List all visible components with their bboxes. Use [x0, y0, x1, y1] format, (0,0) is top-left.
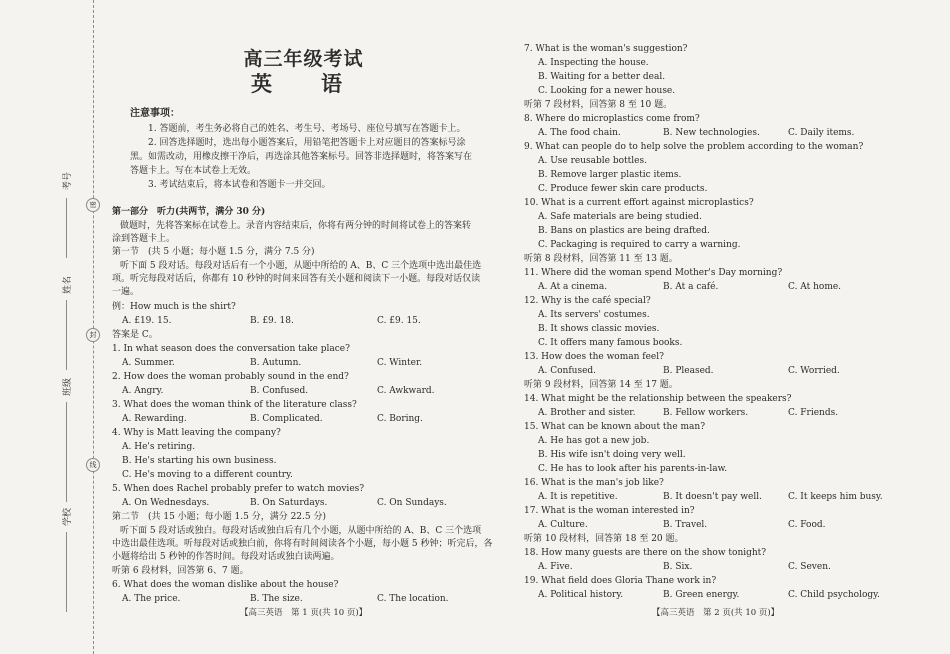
class-label: 班级	[63, 377, 73, 396]
option-b: B. Six.	[663, 562, 693, 572]
option-a: A. £19. 15.	[122, 316, 172, 326]
question-1: 1. In what season does the conversation take place?	[112, 344, 350, 354]
question-19: 19. What field does Gloria Thane work in?	[524, 576, 717, 586]
option-b: B. It doesn't pay well.	[663, 492, 762, 502]
option-b: B. Bans on plastics are being drafted.	[538, 226, 710, 236]
question-15: 15. What can be known about the man?	[524, 422, 706, 432]
name-label: 姓名	[63, 275, 73, 294]
option-c: C. Boring.	[377, 414, 423, 424]
question-17: 17. What is the woman interested in?	[524, 506, 695, 516]
option-c: C. Produce fewer skin care products.	[538, 184, 708, 194]
material-heading: 听第 9 段材料，回答第 14 至 17 题。	[524, 380, 678, 390]
option-c: C. Looking for a newer house.	[538, 86, 676, 96]
question-8: 8. Where do microplastics come from?	[524, 114, 700, 124]
question-10: 10. What is a current effort against microplastics?	[524, 198, 754, 208]
option-a: A. Five.	[538, 562, 573, 572]
option-b: B. At a café.	[663, 282, 719, 292]
option-b: B. He's starting his own business.	[122, 456, 277, 466]
question-14: 14. What might be the relationship between the speakers?	[524, 394, 792, 404]
option-c: C. The location.	[377, 594, 449, 604]
question-4: 4. Why is Matt leaving the company?	[112, 428, 281, 438]
option-a: A. He's retiring.	[122, 442, 196, 452]
seal-line	[93, 0, 94, 654]
notice-item: 3. 考试结束后，将本试卷和答题卡一并交回。	[148, 180, 331, 190]
option-a: A. Its servers' costumes.	[538, 310, 650, 320]
exam-number-blank	[66, 198, 67, 258]
option-a: A. Angry.	[122, 386, 164, 396]
exam-title: 高三年级考试	[243, 48, 364, 70]
material-heading: 听第 10 段材料，回答第 18 至 20 题。	[524, 534, 684, 544]
option-c: C. Food.	[788, 520, 826, 530]
option-a: A. Confused.	[538, 366, 597, 376]
question-11: 11. Where did the woman spend Mother's Day morning?	[524, 268, 783, 278]
material-heading: 听第 7 段材料，回答第 8 至 10 题。	[524, 100, 673, 110]
question-16: 16. What is the man's job like?	[524, 478, 664, 488]
option-b: B. Waiting for a better deal.	[538, 72, 666, 82]
section2-desc: 小题将给出 5 秒钟的作答时间。每段对话或独白读两遍。	[112, 552, 340, 562]
option-b: B. Travel.	[663, 520, 708, 530]
class-blank	[66, 402, 67, 502]
option-c: C. Worried.	[788, 366, 840, 376]
section2-desc: 听下面 5 段对话或独白。每段对话或独白后有几个小题，从题中所给的 A、B、C 三个选项	[120, 526, 482, 536]
question-9: 9. What can people do to help solve the problem according to the woman?	[524, 142, 864, 152]
option-b: B. Pleased.	[663, 366, 714, 376]
option-c: C. Seven.	[788, 562, 831, 572]
question-3: 3. What does the woman think of the literature class?	[112, 400, 357, 410]
option-a: A. It is repetitive.	[538, 492, 618, 502]
option-a: A. The price.	[122, 594, 181, 604]
option-b: B. Remove larger plastic items.	[538, 170, 682, 180]
option-b: B. Fellow workers.	[663, 408, 749, 418]
option-c: C. Awkward.	[377, 386, 435, 396]
option-a: A. He has got a new job.	[538, 436, 650, 446]
section2-title: 第二节 (共 15 小题；每小题 1.5 分，满分 22.5 分)	[112, 512, 326, 522]
seal-feng: 封	[86, 328, 100, 342]
option-a: A. Culture.	[538, 520, 588, 530]
option-b: B. Green energy.	[663, 590, 740, 600]
option-a: A. Use reusable bottles.	[538, 156, 647, 166]
option-c: C. Friends.	[788, 408, 839, 418]
school-label: 学校	[63, 507, 73, 526]
section1-desc: 项。听完每段对话后，你都有 10 秒钟的时间来回答有关小题和阅读下一小题。每段对话仅读	[112, 274, 481, 284]
notice-item: 1. 答题前，考生务必将自己的姓名、考生号、考场号、座位号填写在答题卡上。	[148, 124, 466, 134]
question-7: 7. What is the woman's suggestion?	[524, 44, 688, 54]
option-c: C. £9. 15.	[377, 316, 421, 326]
seal-xian: 线	[86, 458, 100, 472]
option-a: A. On Wednesdays.	[122, 498, 210, 508]
option-c: C. Child psychology.	[788, 590, 880, 600]
option-b: B. On Saturdays.	[250, 498, 328, 508]
notice-item: 黑。如需改动，用橡皮擦干净后，再选涂其他答案标号。回答非选择题时，将答案写在	[130, 152, 473, 162]
option-a: A. The food chain.	[538, 128, 621, 138]
option-b: B. New technologies.	[663, 128, 760, 138]
notice-item: 2. 回答选择题时，选出每小题答案后，用铅笔把答题卡上对应题目的答案标号涂	[148, 138, 466, 148]
question-12: 12. Why is the café special?	[524, 296, 651, 306]
exam-number-label: 考号	[63, 171, 73, 190]
section1-desc: 听下面 5 段对话。每段对话后有一个小题，从题中所给的 A、B、C 三个选项中选出最佳选	[120, 261, 482, 271]
option-a: A. Rewarding.	[122, 414, 187, 424]
option-c: C. At home.	[788, 282, 842, 292]
example-answer: 答案是 C。	[112, 330, 158, 340]
school-blank	[66, 532, 67, 612]
question-13: 13. How does the woman feel?	[524, 352, 664, 362]
material-heading: 听第 6 段材料，回答第 6、7 题。	[112, 566, 249, 576]
binding-margin	[0, 0, 96, 654]
section1-desc: 一遍。	[112, 287, 140, 297]
part1-title: 第一部分 听力(共两节，满分 30 分)	[112, 207, 266, 217]
page-footer: 【高三英语 第 1 页(共 10 页)】	[240, 608, 368, 618]
page-footer: 【高三英语 第 2 页(共 10 页)】	[652, 608, 780, 618]
option-a: A. Inspecting the house.	[538, 58, 649, 68]
material-heading: 听第 8 段材料，回答第 11 至 13 题。	[524, 254, 678, 264]
option-a: A. Safe materials are being studied.	[538, 212, 702, 222]
option-c: C. He's moving to a different country.	[122, 470, 293, 480]
option-a: A. At a cinema.	[538, 282, 608, 292]
option-b: B. Confused.	[250, 386, 309, 396]
option-a: A. Summer.	[122, 358, 175, 368]
seal-mi: 密	[86, 198, 100, 212]
subject-title: 英 语	[251, 71, 356, 96]
option-c: C. Winter.	[377, 358, 423, 368]
option-b: B. Complicated.	[250, 414, 323, 424]
question-18: 18. How many guests are there on the show tonight?	[524, 548, 767, 558]
option-c: C. It keeps him busy.	[788, 492, 883, 502]
part1-desc: 涂到答题卡上。	[112, 234, 176, 244]
option-c: C. On Sundays.	[377, 498, 447, 508]
option-a: A. Political history.	[538, 590, 624, 600]
part1-desc: 做题时，先将答案标在试卷上。录音内容结束后，你将有两分钟的时间将试卷上的答案转	[120, 221, 472, 231]
section2-desc: 中选出最佳选项。听每段对话或独白前，你将有时间阅读各个小题，每小题 5 秒钟；听完后，各	[112, 539, 493, 549]
option-c: C. Daily items.	[788, 128, 855, 138]
section1-title: 第一节 (共 5 小题；每小题 1.5 分，满分 7.5 分)	[112, 247, 315, 257]
notice-title: 注意事项：	[130, 108, 180, 119]
option-b: B. The size.	[250, 594, 303, 604]
notice-item: 答题卡上。写在本试卷上无效。	[130, 166, 257, 176]
option-b: B. Autumn.	[250, 358, 302, 368]
question-2: 2. How does the woman probably sound in the end?	[112, 372, 349, 382]
option-c: C. Packaging is required to carry a warning.	[538, 240, 741, 250]
question-5: 5. When does Rachel probably prefer to watch movies?	[112, 484, 365, 494]
option-b: B. His wife isn't doing very well.	[538, 450, 686, 460]
option-a: A. Brother and sister.	[538, 408, 636, 418]
example-question: 例：How much is the shirt?	[112, 302, 236, 312]
option-c: C. He has to look after his parents-in-law.	[538, 464, 728, 474]
option-b: B. It shows classic movies.	[538, 324, 660, 334]
option-c: C. It offers many famous books.	[538, 338, 683, 348]
name-blank	[66, 300, 67, 370]
option-b: B. £9. 18.	[250, 316, 294, 326]
question-6: 6. What does the woman dislike about the house?	[112, 580, 339, 590]
